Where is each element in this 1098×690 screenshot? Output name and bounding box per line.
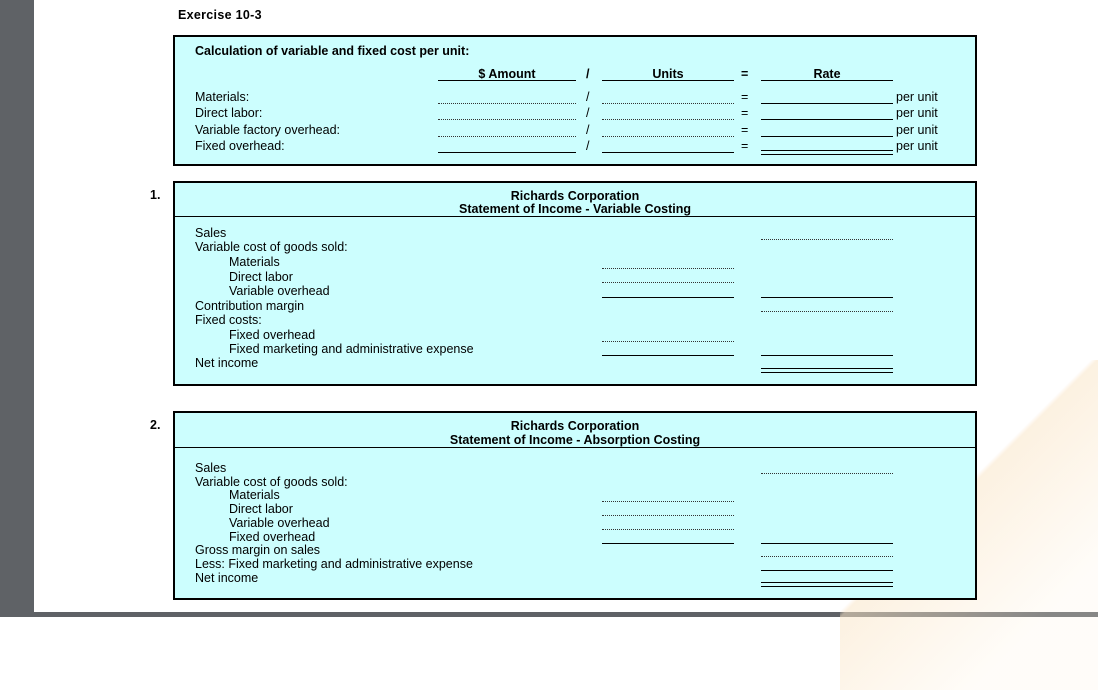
materials-input[interactable]	[602, 268, 734, 269]
equals-header: =	[741, 67, 749, 81]
net-income-input[interactable]	[761, 368, 893, 373]
units-input-direct-labor[interactable]	[602, 119, 734, 120]
less-fixed-marketing-input[interactable]	[761, 570, 893, 571]
variable-overhead-input[interactable]	[602, 297, 734, 298]
units-column-header: Units	[652, 67, 684, 81]
amount-column-header: $ Amount	[478, 67, 536, 81]
contribution-margin-label: Contribution margin	[195, 299, 305, 313]
gross-margin-label: Gross margin on sales	[195, 543, 321, 557]
header-divider	[175, 447, 975, 448]
per-unit-label: per unit	[896, 90, 938, 104]
amount-header-underline	[438, 80, 576, 81]
contribution-margin-input[interactable]	[761, 311, 893, 312]
company-name: Richards Corporation	[510, 189, 640, 203]
exercise-title: Exercise 10-3	[178, 8, 262, 22]
units-input-variable-overhead[interactable]	[602, 136, 734, 137]
cost-calculation-box	[173, 35, 977, 166]
fixed-overhead-label: Fixed overhead	[229, 328, 316, 342]
sales-label: Sales	[195, 226, 227, 240]
net-income-label: Net income	[195, 356, 259, 370]
gross-margin-input[interactable]	[761, 556, 893, 557]
materials-input[interactable]	[602, 501, 734, 502]
left-panel-edge	[0, 0, 34, 617]
materials-label: Materials	[229, 255, 280, 269]
row-label-direct-labor: Direct labor:	[195, 106, 263, 120]
sales-input[interactable]	[761, 239, 893, 240]
variable-overhead-label: Variable overhead	[229, 516, 330, 530]
vcogs-total-input[interactable]	[761, 297, 893, 298]
vcogs-label: Variable cost of goods sold:	[195, 240, 348, 254]
fixed-marketing-label: Fixed marketing and administrative expense	[229, 342, 474, 356]
units-input-materials[interactable]	[602, 103, 734, 104]
divide-sign: /	[586, 106, 590, 120]
fixed-overhead-input[interactable]	[602, 341, 734, 342]
header-divider	[175, 216, 975, 217]
sales-label: Sales	[195, 461, 227, 475]
net-income-input[interactable]	[761, 582, 893, 587]
rate-header-underline	[761, 80, 893, 81]
amount-input-fixed-overhead[interactable]	[438, 152, 576, 153]
materials-label: Materials	[229, 488, 280, 502]
variable-costing-statement-box	[173, 181, 977, 386]
fixed-overhead-label: Fixed overhead	[229, 530, 316, 544]
amount-input-materials[interactable]	[438, 103, 576, 104]
rate-input-fixed-overhead[interactable]	[761, 150, 893, 155]
rate-input-materials[interactable]	[761, 103, 893, 104]
less-fixed-marketing-label: Less: Fixed marketing and administrative expense	[195, 557, 473, 571]
rate-input-direct-labor[interactable]	[761, 119, 893, 120]
units-input-fixed-overhead[interactable]	[602, 152, 734, 153]
equals-sign: =	[741, 106, 749, 120]
direct-labor-label: Direct labor	[229, 270, 293, 284]
cogs-total-input[interactable]	[761, 543, 893, 544]
variable-overhead-label: Variable overhead	[229, 284, 330, 298]
calc-heading: Calculation of variable and fixed cost per unit:	[195, 44, 470, 58]
statement-title: Statement of Income - Variable Costing	[459, 202, 691, 216]
row-label-fixed-overhead: Fixed overhead:	[195, 139, 285, 153]
fixed-overhead-input[interactable]	[602, 543, 734, 544]
equals-sign: =	[741, 90, 749, 104]
units-header-underline	[602, 80, 734, 81]
vcogs-label: Variable cost of goods sold:	[195, 475, 348, 489]
equals-sign: =	[741, 123, 749, 137]
divide-header: /	[586, 67, 590, 81]
fixed-marketing-input[interactable]	[602, 355, 734, 356]
divide-sign: /	[586, 139, 590, 153]
rate-input-variable-overhead[interactable]	[761, 136, 893, 137]
company-name: Richards Corporation	[510, 419, 640, 433]
section-number-1: 1.	[150, 188, 161, 202]
fixed-costs-label: Fixed costs:	[195, 313, 262, 327]
absorption-costing-statement-box	[173, 411, 977, 600]
row-label-materials: Materials:	[195, 90, 250, 104]
bottom-panel-edge	[34, 612, 1098, 617]
per-unit-label: per unit	[896, 106, 938, 120]
direct-labor-label: Direct labor	[229, 502, 293, 516]
equals-sign: =	[741, 139, 749, 153]
section-number-2: 2.	[150, 418, 161, 432]
divide-sign: /	[586, 123, 590, 137]
net-income-label: Net income	[195, 571, 259, 585]
sales-input[interactable]	[761, 473, 893, 474]
amount-input-variable-overhead[interactable]	[438, 136, 576, 137]
per-unit-label: per unit	[896, 139, 938, 153]
statement-title: Statement of Income - Absorption Costing	[449, 433, 701, 447]
direct-labor-input[interactable]	[602, 515, 734, 516]
row-label-variable-factory-overhead: Variable factory overhead:	[195, 123, 340, 137]
direct-labor-input[interactable]	[602, 282, 734, 283]
amount-input-direct-labor[interactable]	[438, 119, 576, 120]
divide-sign: /	[586, 90, 590, 104]
per-unit-label: per unit	[896, 123, 938, 137]
fixed-costs-total-input[interactable]	[761, 355, 893, 356]
rate-column-header: Rate	[813, 67, 841, 81]
variable-overhead-input[interactable]	[602, 529, 734, 530]
